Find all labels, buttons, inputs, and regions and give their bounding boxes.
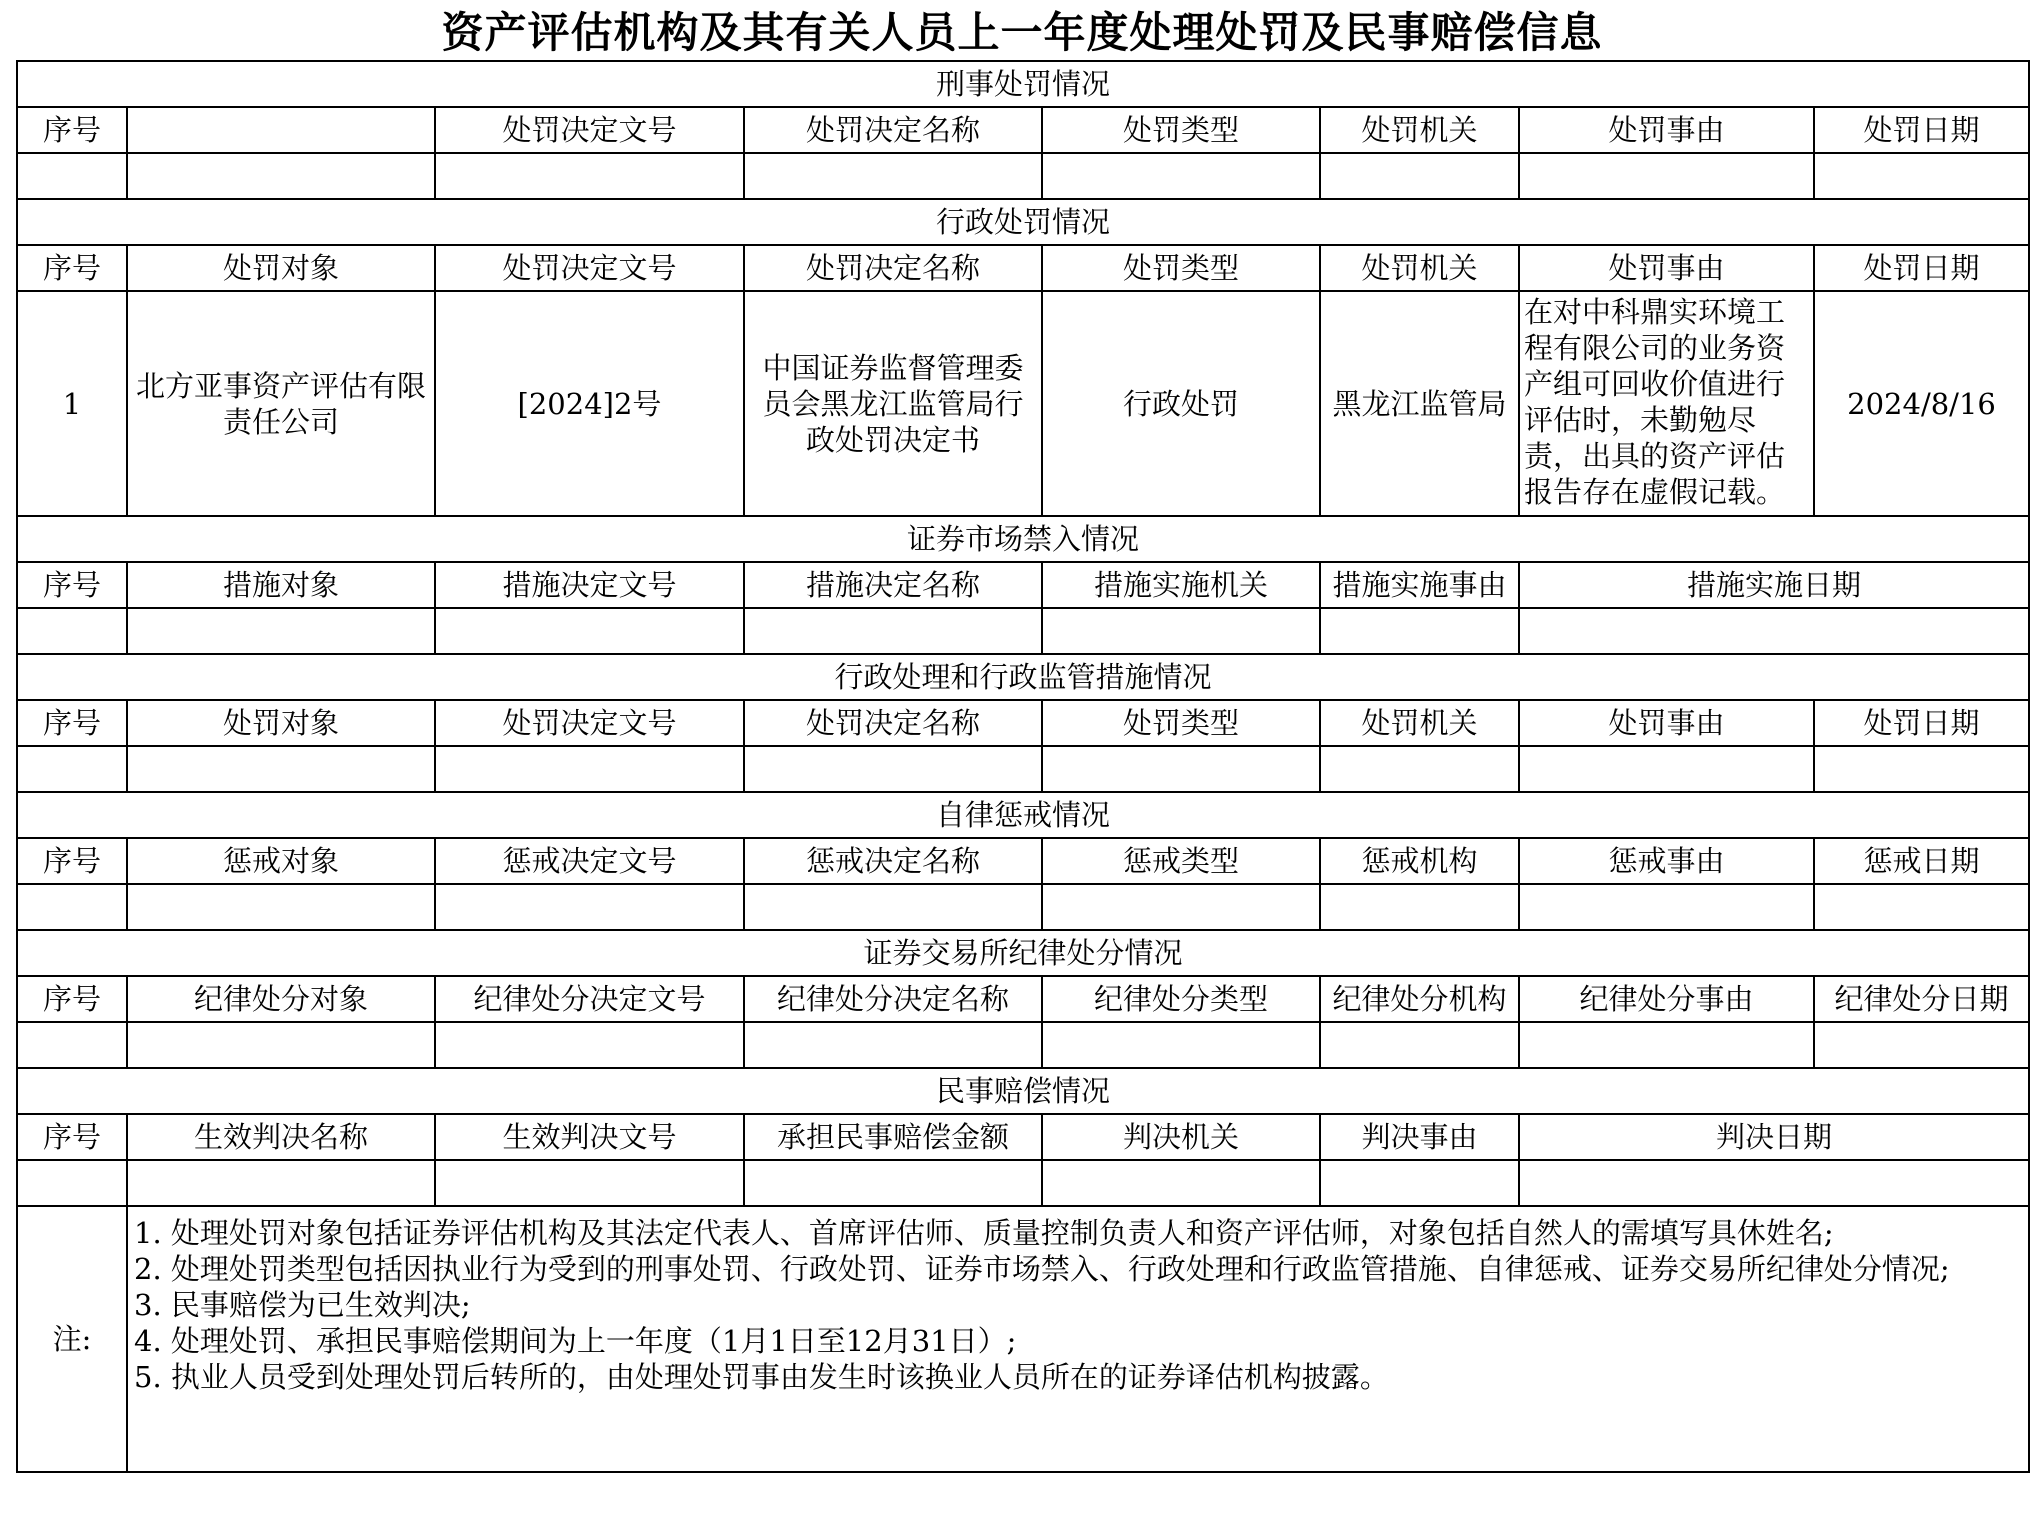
header-cell: 判决日期 (1519, 1114, 2029, 1160)
row-number: 1 (17, 291, 127, 516)
note-item: 2. 处理处罚类型包括因执业行为受到的刑事处罚、行政处罚、证券市场禁入、行政处理和行政监管措施、自律惩戒、证券交易所纪律处分情况; (134, 1252, 1950, 1286)
header-cell: 处罚机关 (1320, 245, 1519, 291)
header-cell: 序号 (17, 1114, 127, 1160)
header-cell: 处罚决定名称 (744, 700, 1042, 746)
section-title-administrative: 行政处罚情况 (17, 199, 2029, 245)
header-cell: 处罚决定名称 (744, 245, 1042, 291)
header-row-criminal (17, 107, 2029, 153)
header-cell: 措施实施日期 (1519, 562, 2029, 608)
header-row-civil (17, 1114, 2029, 1160)
header-cell: 处罚决定文号 (435, 700, 744, 746)
penalty-target: 北方亚事资产评估有限责任公司 (127, 291, 435, 516)
header-cell: 纪律处分类型 (1042, 976, 1320, 1022)
header-cell: 惩戒事由 (1519, 838, 1814, 884)
header-cell: 序号 (17, 700, 127, 746)
header-cell: 处罚日期 (1814, 245, 2029, 291)
empty-row (17, 884, 2029, 930)
header-cell: 处罚决定文号 (435, 107, 744, 153)
empty-row (17, 746, 2029, 792)
header-row-exchange-discipline (17, 976, 2029, 1022)
penalty-type: 行政处罚 (1042, 291, 1320, 516)
header-cell: 生效判决文号 (435, 1114, 744, 1160)
empty-row (17, 153, 2029, 199)
header-cell: 生效判决名称 (127, 1114, 435, 1160)
header-row-self-discipline (17, 838, 2029, 884)
header-cell: 措施实施事由 (1320, 562, 1519, 608)
section-title-civil: 民事赔偿情况 (17, 1068, 2029, 1114)
disclosure-table (16, 60, 2030, 1473)
header-cell: 处罚日期 (1814, 107, 2029, 153)
header-cell: 惩戒机构 (1320, 838, 1519, 884)
header-cell: 纪律处分事由 (1519, 976, 1814, 1022)
header-cell (127, 107, 435, 153)
header-cell: 承担民事赔偿金额 (744, 1114, 1042, 1160)
header-cell: 序号 (17, 107, 127, 153)
header-cell: 处罚事由 (1519, 245, 1814, 291)
header-cell: 处罚事由 (1519, 700, 1814, 746)
header-cell: 纪律处分决定文号 (435, 976, 744, 1022)
header-cell: 处罚事由 (1519, 107, 1814, 153)
header-cell: 纪律处分机构 (1320, 976, 1519, 1022)
header-cell: 处罚机关 (1320, 700, 1519, 746)
header-cell: 措施实施机关 (1042, 562, 1320, 608)
header-cell: 序号 (17, 562, 127, 608)
header-cell: 惩戒类型 (1042, 838, 1320, 884)
header-cell: 纪律处分对象 (127, 976, 435, 1022)
header-cell: 纪律处分日期 (1814, 976, 2029, 1022)
header-cell: 序号 (17, 838, 127, 884)
note-item: 4. 处理处罚、承担民事赔偿期间为上一年度（1月1日至12月31日）; (134, 1324, 1017, 1358)
header-cell: 处罚类型 (1042, 700, 1320, 746)
note-item: 3. 民事赔偿为已生效判决; (134, 1288, 471, 1322)
section-title-self-discipline: 自律惩戒情况 (17, 792, 2029, 838)
header-cell: 判决事由 (1320, 1114, 1519, 1160)
header-cell: 处罚类型 (1042, 245, 1320, 291)
header-cell: 措施对象 (127, 562, 435, 608)
header-cell: 处罚对象 (127, 700, 435, 746)
header-cell: 纪律处分决定名称 (744, 976, 1042, 1022)
header-cell: 序号 (17, 245, 127, 291)
header-row-administrative (17, 245, 2029, 291)
penalty-date: 2024/8/16 (1814, 291, 2029, 516)
header-row-market-ban (17, 562, 2029, 608)
note-item: 1. 处理处罚对象包括证券评估机构及其法定代表人、首席评估师、质量控制负责人和资产评估师，对象包括自然人的需填写具休姓名; (134, 1216, 1834, 1250)
section-title-admin-measures: 行政处理和行政监管措施情况 (17, 654, 2029, 700)
notes-row (17, 1206, 2029, 1472)
penalty-reason: 在对中科鼎实环境工程有限公司的业务资产组可回收价值进行评估时，未勤勉尽责，出具的资产评估报告存在虚假记载。 (1519, 291, 1814, 516)
header-cell: 惩戒决定文号 (435, 838, 744, 884)
penalty-authority: 黑龙江监管局 (1320, 291, 1519, 516)
header-cell: 措施决定文号 (435, 562, 744, 608)
note-item: 5. 执业人员受到处理处罚后转所的，由处理处罚事由发生时该换业人员所在的证券译估机构披露。 (134, 1360, 1389, 1394)
section-title-market-ban: 证券市场禁入情况 (17, 516, 2029, 562)
section-title-exchange-discipline: 证券交易所纪律处分情况 (17, 930, 2029, 976)
header-cell: 处罚对象 (127, 245, 435, 291)
header-cell: 处罚决定名称 (744, 107, 1042, 153)
header-cell: 判决机关 (1042, 1114, 1320, 1160)
header-cell: 惩戒决定名称 (744, 838, 1042, 884)
header-cell: 处罚日期 (1814, 700, 2029, 746)
header-cell: 处罚机关 (1320, 107, 1519, 153)
header-cell: 措施决定名称 (744, 562, 1042, 608)
header-cell: 序号 (17, 976, 127, 1022)
notes-body (127, 1206, 2029, 1472)
empty-row (17, 608, 2029, 654)
decision-doc-name: 中国证券监督管理委员会黑龙江监管局行政处罚决定书 (744, 291, 1042, 516)
page-title: 资产评估机构及其有关人员上一年度处理处罚及民事赔偿信息 (441, 8, 1603, 57)
section-title-criminal: 刑事处罚情况 (17, 61, 2029, 107)
header-row-admin-measures (17, 700, 2029, 746)
empty-row (17, 1160, 2029, 1206)
decision-doc-number: [2024]2号 (435, 291, 744, 516)
empty-row (17, 1022, 2029, 1068)
header-cell: 惩戒对象 (127, 838, 435, 884)
header-cell: 惩戒日期 (1814, 838, 2029, 884)
notes-label: 注: (17, 1206, 127, 1472)
table-row (17, 291, 2029, 516)
header-cell: 处罚决定文号 (435, 245, 744, 291)
header-cell: 处罚类型 (1042, 107, 1320, 153)
